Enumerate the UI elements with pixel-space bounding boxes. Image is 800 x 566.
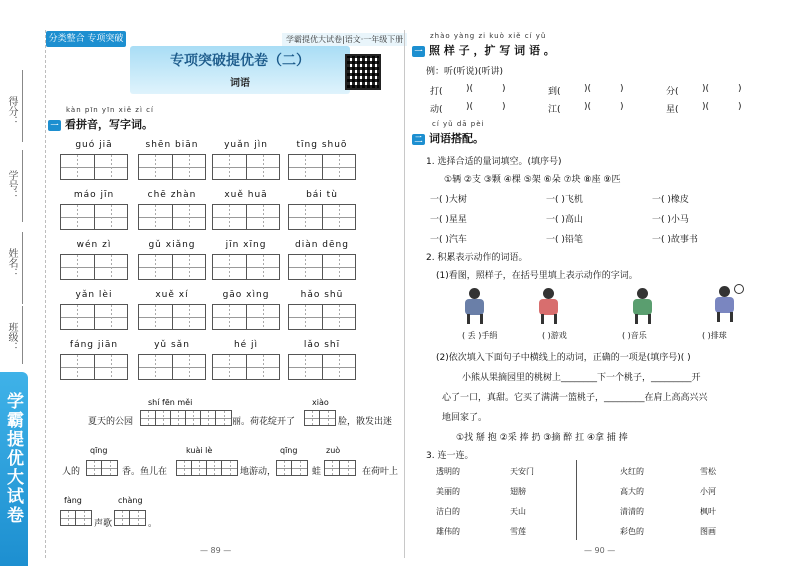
grid-cell[interactable] xyxy=(213,255,247,279)
student-id-line xyxy=(22,150,23,222)
grid-cell[interactable] xyxy=(247,255,280,279)
pinyin-label: yǔ sǎn xyxy=(154,340,190,350)
match-word[interactable]: 彩色的 xyxy=(620,527,644,536)
ball-icon xyxy=(734,284,744,294)
qr-code xyxy=(345,54,381,90)
match-word[interactable]: 雄伟的 xyxy=(436,527,460,536)
grid-cell[interactable] xyxy=(247,305,280,329)
q2-1-answer-1[interactable]: ( 丢 )手绢 xyxy=(462,331,498,340)
match-word[interactable]: 翅膀 xyxy=(510,487,526,496)
grid-cell[interactable] xyxy=(139,255,173,279)
grid-cell[interactable] xyxy=(289,205,323,229)
pinyin-label: hǎo shū xyxy=(300,290,344,300)
page-number-left: — 89 — xyxy=(200,546,232,555)
pinyin-label: máo jīn xyxy=(73,190,115,200)
grid-cell[interactable] xyxy=(247,355,280,379)
grid-cell[interactable] xyxy=(95,305,128,329)
expand-cell[interactable]: ) xyxy=(620,102,624,112)
pinyin-item xyxy=(212,340,280,380)
pinyin-label: yǎn lèi xyxy=(75,290,113,300)
grid-cell[interactable] xyxy=(289,305,323,329)
expand-cell[interactable]: )( xyxy=(702,84,710,94)
q2-2-text-3: 地回家了。 xyxy=(442,413,488,423)
section-number-badge: 二 xyxy=(412,134,425,145)
figure-game xyxy=(530,288,568,324)
para-pinyin-7: fàng xyxy=(64,496,82,505)
grid-cell[interactable] xyxy=(139,355,173,379)
grid-cell[interactable] xyxy=(323,255,356,279)
grid-cell[interactable] xyxy=(61,355,95,379)
q2-1-prompt: (1)看图，照样子，在括号里填上表示动作的字词。 xyxy=(436,271,638,281)
para-grid-3[interactable] xyxy=(86,460,118,476)
grid-cell[interactable] xyxy=(139,205,173,229)
tianzi-grid[interactable] xyxy=(60,204,128,230)
para-text-2b: 香。鱼儿在 xyxy=(122,467,168,477)
pinyin-label: tīng shuō xyxy=(296,140,348,150)
match-word[interactable]: 雪莲 xyxy=(510,527,526,536)
r-section2-pinyin: cí yǔ dā pèi xyxy=(432,120,485,128)
expand-cell[interactable]: ) xyxy=(738,84,742,94)
grid-cell[interactable] xyxy=(213,155,247,179)
pinyin-label: shēn biān xyxy=(145,140,199,150)
section1-pinyin: kàn pīn yīn xiě zì cí xyxy=(66,106,154,114)
grid-cell[interactable] xyxy=(289,155,323,179)
q2-2-text-1: 小熊从果摘园里的桃树上________下一个桃子，_________开 xyxy=(462,373,701,383)
pinyin-label: diàn dēng xyxy=(295,240,349,250)
para-pinyin-8: chàng xyxy=(118,496,143,505)
pinyin-item xyxy=(212,290,280,330)
measure-word-blank[interactable]: 一( )飞机 xyxy=(546,195,583,205)
match-word[interactable]: 透明的 xyxy=(436,467,460,476)
pinyin-item xyxy=(60,340,128,380)
pinyin-item xyxy=(60,290,128,330)
pinyin-item xyxy=(288,140,356,180)
q2-1-answer-2[interactable]: ( )游戏 xyxy=(542,331,567,340)
brand-logo-text: 学霸提优大试卷 xyxy=(3,392,23,525)
measure-word-blank[interactable]: 一( )故事书 xyxy=(652,235,698,245)
grid-cell[interactable] xyxy=(173,255,206,279)
match-word[interactable]: 美丽的 xyxy=(436,487,460,496)
match-word[interactable]: 高大的 xyxy=(620,487,644,496)
grid-cell[interactable] xyxy=(61,305,95,329)
pinyin-item xyxy=(288,190,356,230)
match-word[interactable]: 天山 xyxy=(510,507,526,516)
grid-cell[interactable] xyxy=(173,305,206,329)
pinyin-item xyxy=(288,290,356,330)
q2-1-answer-3[interactable]: ( )音乐 xyxy=(622,331,647,340)
para-pinyin-1: shí fēn měi xyxy=(148,398,193,407)
tianzi-grid[interactable] xyxy=(138,254,206,280)
pinyin-item xyxy=(212,140,280,180)
q2-2-text-2: 心了一口，真甜。它买了满满一篮桃子，_________在肩上高高兴兴 xyxy=(442,393,708,403)
tianzi-grid[interactable] xyxy=(138,204,206,230)
section1-title: 看拼音，写字词。 xyxy=(65,118,153,131)
pinyin-label: fáng jiān xyxy=(69,340,119,350)
pinyin-label: jīn xīng xyxy=(225,240,267,250)
expand-cell[interactable]: ) xyxy=(502,102,506,112)
para-pinyin-2: xiào xyxy=(312,398,329,407)
tianzi-grid[interactable] xyxy=(212,354,280,380)
para-pinyin-4: kuài lè xyxy=(186,446,213,455)
grid-cell[interactable] xyxy=(213,305,247,329)
para-grid-1[interactable] xyxy=(140,410,232,426)
pinyin-item xyxy=(212,240,280,280)
tianzi-grid[interactable] xyxy=(60,354,128,380)
q2-2-prompt: (2)依次填入下面句子中横线上的动词，正确的一项是(填序号)( ) xyxy=(436,353,691,363)
tianzi-grid[interactable] xyxy=(212,304,280,330)
name-line xyxy=(22,232,23,304)
pinyin-item xyxy=(138,290,206,330)
match-word[interactable]: 枫叶 xyxy=(700,507,716,516)
grid-cell[interactable] xyxy=(173,355,206,379)
measure-word-blank[interactable]: 一( )橡皮 xyxy=(652,195,689,205)
grid-cell[interactable] xyxy=(289,255,323,279)
expand-cell[interactable]: ) xyxy=(620,84,624,94)
tianzi-grid[interactable] xyxy=(212,254,280,280)
grid-cell[interactable] xyxy=(95,255,128,279)
expand-cell: 打( xyxy=(430,87,443,97)
measure-word-blank[interactable]: 一( )小马 xyxy=(652,215,689,225)
para-pinyin-6: zuò xyxy=(326,446,341,455)
measure-word-blank[interactable]: 一( )铅笔 xyxy=(546,235,583,245)
section-number-badge: 一 xyxy=(412,46,425,57)
page-number-right: — 90 — xyxy=(584,546,616,555)
r-section1-title: 照 样 子 ，扩 写 词 语 。 xyxy=(429,44,555,57)
pinyin-label: wén zì xyxy=(76,240,112,250)
para-text-2a: 人的 xyxy=(62,467,81,477)
grid-cell[interactable] xyxy=(61,205,95,229)
para-text-3b: 。 xyxy=(148,519,158,529)
pinyin-label: gǔ xiǎng xyxy=(148,240,196,250)
grid-cell[interactable] xyxy=(61,155,95,179)
tianzi-grid[interactable] xyxy=(288,354,356,380)
pinyin-item xyxy=(288,340,356,380)
grid-cell[interactable] xyxy=(61,255,95,279)
measure-word-blank[interactable]: 一( )高山 xyxy=(546,215,583,225)
grid-cell[interactable] xyxy=(139,155,173,179)
q2-prompt: 2. 积累表示动作的词语。 xyxy=(426,253,528,263)
grid-cell[interactable] xyxy=(95,355,128,379)
page-fold xyxy=(404,30,405,558)
match-word[interactable]: 清清的 xyxy=(620,507,644,516)
grid-cell[interactable] xyxy=(213,205,247,229)
category-tag: 分类整合 专项突破 xyxy=(46,31,126,47)
pinyin-label: chē zhàn xyxy=(147,190,197,200)
measure-word-blank[interactable]: 一( )大树 xyxy=(430,195,467,205)
r-section1-pinyin: zhào yàng zi kuò xiě cí yǔ xyxy=(430,32,547,40)
expand-cell: 江( xyxy=(548,105,561,115)
grid-cell[interactable] xyxy=(213,355,247,379)
tianzi-grid[interactable] xyxy=(288,204,356,230)
figure-volleyball xyxy=(706,286,744,322)
class-label: 班级： xyxy=(6,322,17,352)
para-grid-8[interactable] xyxy=(114,510,146,526)
pinyin-label: lǎo shī xyxy=(303,340,341,350)
score-line xyxy=(22,70,23,142)
measure-word-blank[interactable]: 一( )汽车 xyxy=(430,235,467,245)
section1-header xyxy=(48,116,153,132)
grid-cell[interactable] xyxy=(323,355,356,379)
expand-cell: 分( xyxy=(666,87,679,97)
expand-cell[interactable]: ) xyxy=(502,84,506,94)
pinyin-label: xuě huā xyxy=(224,190,268,200)
pinyin-item xyxy=(60,190,128,230)
measure-word-blank[interactable]: 一( )星星 xyxy=(430,215,467,225)
para-grid-2[interactable] xyxy=(304,410,336,426)
section-number-badge: 一 xyxy=(48,120,61,131)
para-text-2c: 地游动， xyxy=(240,467,277,477)
pinyin-label: gāo xìng xyxy=(222,290,270,300)
tianzi-grid[interactable] xyxy=(212,204,280,230)
expand-cell[interactable]: )( xyxy=(584,102,592,112)
match-word[interactable]: 天安门 xyxy=(510,467,534,476)
expand-cell: 到( xyxy=(548,87,561,97)
q1-prompt: 1. 选择合适的量词填空。(填序号) xyxy=(426,157,562,167)
pinyin-item xyxy=(60,240,128,280)
expand-cell[interactable]: )( xyxy=(584,84,592,94)
score-label: 得分： xyxy=(6,96,17,126)
para-grid-7[interactable] xyxy=(60,510,92,526)
page-title: 专项突破提优卷（二） xyxy=(170,53,310,69)
tianzi-grid[interactable] xyxy=(288,304,356,330)
name-label: 姓名： xyxy=(6,248,17,278)
para-text-1b: 丽。荷花绽开了 xyxy=(232,417,296,427)
para-text-2e: 在荷叶上 xyxy=(362,467,399,477)
r-section1-header xyxy=(412,42,555,58)
tianzi-grid[interactable] xyxy=(288,254,356,280)
tianzi-grid[interactable] xyxy=(138,354,206,380)
grid-cell[interactable] xyxy=(323,305,356,329)
grid-cell[interactable] xyxy=(95,205,128,229)
page-subtitle: 词语 xyxy=(230,78,250,89)
expand-example: 例：听(听说)(听讲) xyxy=(426,67,504,77)
grid-cell[interactable] xyxy=(173,205,206,229)
grid-cell[interactable] xyxy=(247,155,280,179)
pinyin-label: hé jì xyxy=(233,340,259,350)
para-text-1a: 夏天的公园 xyxy=(88,417,134,427)
r-section2-header xyxy=(412,130,484,146)
class-line xyxy=(22,306,23,364)
tianzi-grid[interactable] xyxy=(138,304,206,330)
para-text-3a: 声歌 xyxy=(94,519,113,529)
pinyin-item xyxy=(138,190,206,230)
running-head: 学霸提优大试卷|语文·一年级下册 xyxy=(282,33,407,46)
tianzi-grid[interactable] xyxy=(60,304,128,330)
pinyin-item xyxy=(138,240,206,280)
grid-cell[interactable] xyxy=(95,155,128,179)
figure-handkerchief xyxy=(456,288,494,324)
para-grid-5[interactable] xyxy=(276,460,308,476)
pinyin-label: bái tù xyxy=(306,190,338,200)
figure-music xyxy=(624,288,662,324)
expand-cell: 动( xyxy=(430,105,443,115)
q2-2-options: ①找 掰 抱 ②采 捧 扔 ③摘 醉 扛 ④拿 捕 捧 xyxy=(456,433,628,443)
tianzi-grid[interactable] xyxy=(212,154,280,180)
r-section2-title: 词语搭配。 xyxy=(429,132,484,145)
match-word[interactable]: 雪松 xyxy=(700,467,716,476)
para-text-1c: 脸，散发出迷 xyxy=(338,417,393,427)
q3-prompt: 3. 连一连。 xyxy=(426,451,474,461)
expand-cell: 星( xyxy=(666,105,679,115)
tianzi-grid[interactable] xyxy=(288,154,356,180)
match-word[interactable]: 小河 xyxy=(700,487,716,496)
grid-cell[interactable] xyxy=(247,205,280,229)
pinyin-item xyxy=(138,140,206,180)
match-word[interactable]: 图画 xyxy=(700,527,716,536)
grid-cell[interactable] xyxy=(323,205,356,229)
grid-cell[interactable] xyxy=(289,355,323,379)
grid-cell[interactable] xyxy=(323,155,356,179)
match-word[interactable]: 火红的 xyxy=(620,467,644,476)
para-pinyin-5: qīng xyxy=(280,446,298,455)
pinyin-item xyxy=(212,190,280,230)
expand-cell[interactable]: )( xyxy=(466,84,474,94)
grid-cell[interactable] xyxy=(139,305,173,329)
expand-cell[interactable]: )( xyxy=(466,102,474,112)
para-grid-4[interactable] xyxy=(176,460,238,476)
expand-cell[interactable]: ) xyxy=(738,102,742,112)
pinyin-item xyxy=(60,140,128,180)
q2-1-answer-4[interactable]: ( )排球 xyxy=(702,331,727,340)
tianzi-grid[interactable] xyxy=(60,254,128,280)
para-text-2d: 蛙 xyxy=(312,467,322,477)
pinyin-item xyxy=(138,340,206,380)
grid-cell[interactable] xyxy=(173,155,206,179)
student-id-label: 学号： xyxy=(6,170,17,200)
q3-divider xyxy=(576,460,577,540)
para-pinyin-3: qīng xyxy=(90,446,108,455)
pinyin-label: xuě xí xyxy=(155,290,189,300)
match-word[interactable]: 洁白的 xyxy=(436,507,460,516)
pinyin-label: yuǎn jìn xyxy=(224,140,268,150)
pinyin-label: guó jiā xyxy=(75,140,113,150)
tianzi-grid[interactable] xyxy=(60,154,128,180)
expand-cell[interactable]: )( xyxy=(702,102,710,112)
q1-options: ①辆 ②支 ③颗 ④棵 ⑤架 ⑥朵 ⑦块 ⑧座 ⑨匹 xyxy=(444,175,621,185)
para-grid-6[interactable] xyxy=(324,460,356,476)
tianzi-grid[interactable] xyxy=(138,154,206,180)
pinyin-item xyxy=(288,240,356,280)
